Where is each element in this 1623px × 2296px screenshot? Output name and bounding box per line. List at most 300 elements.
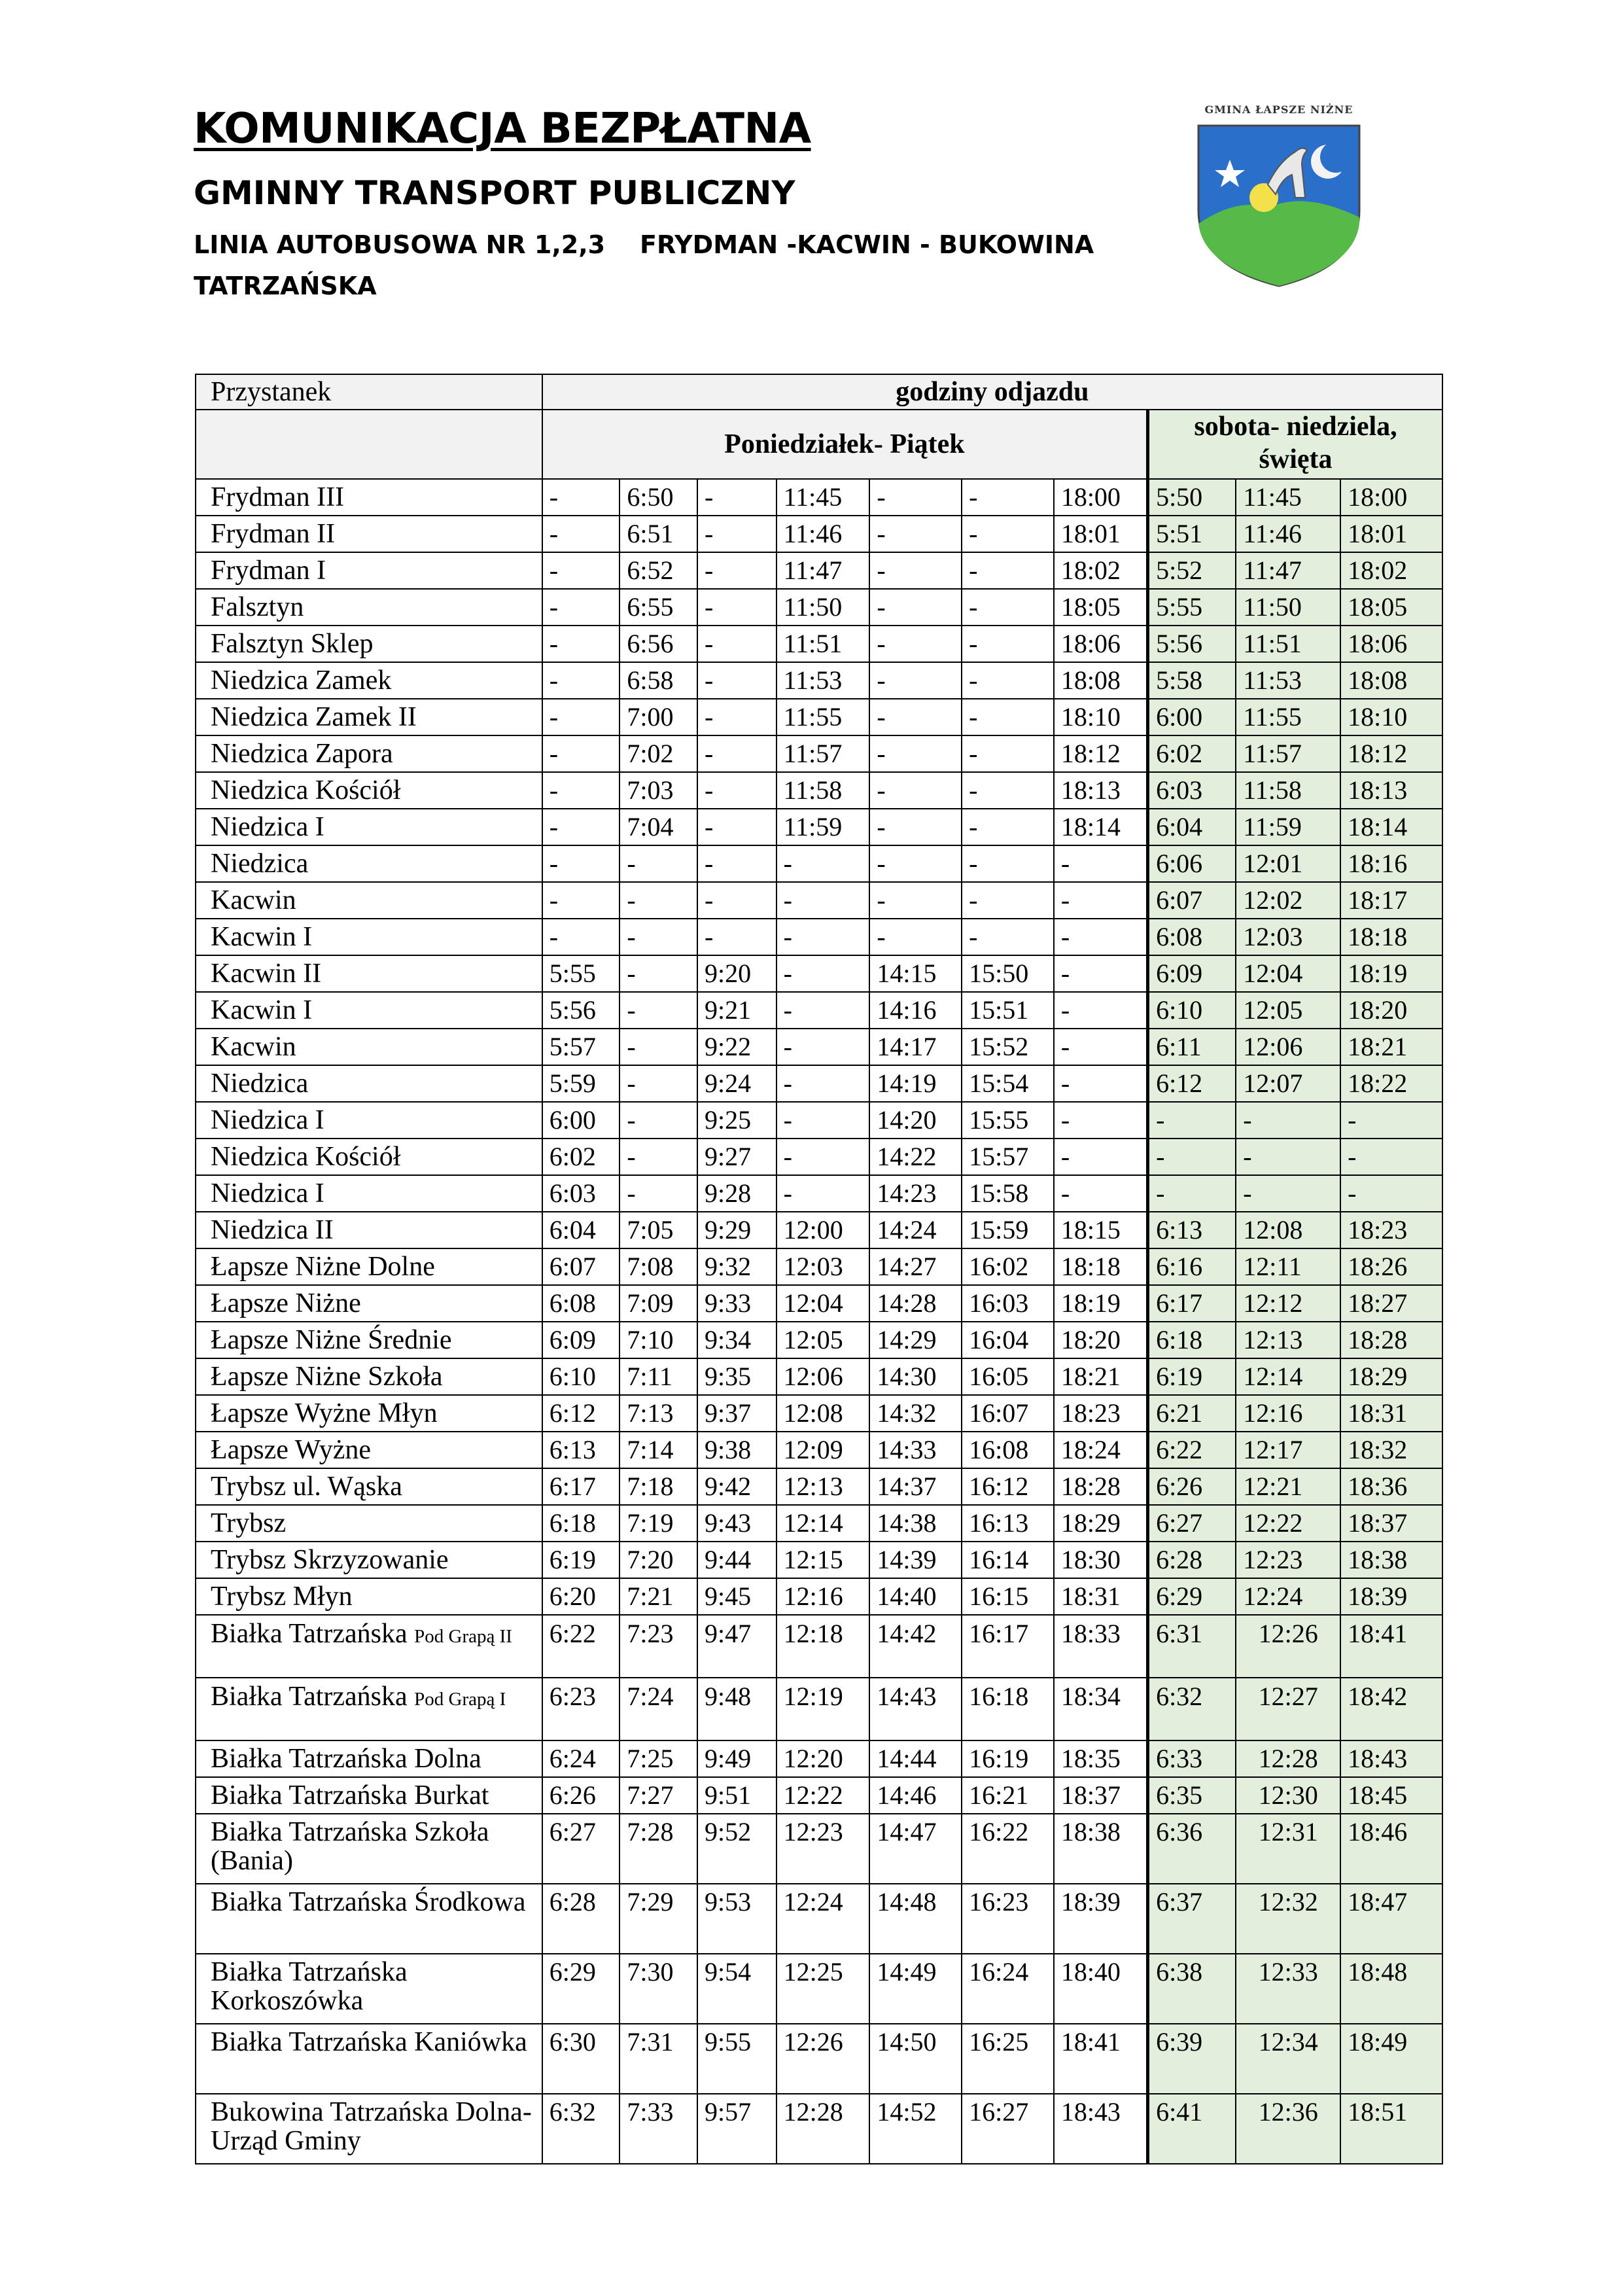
table-row: [196, 919, 1442, 955]
weekday-time-cell: -: [542, 589, 620, 626]
weekend-time-cell: 6:27: [1148, 1505, 1236, 1542]
weekday-time-cell: 18:10: [1054, 699, 1148, 735]
weekday-time-cell: 14:17: [869, 1029, 962, 1065]
weekday-time-cell: -: [620, 882, 697, 919]
weekday-time-cell: 11:51: [777, 626, 870, 662]
weekend-time-cell: 12:04: [1236, 955, 1340, 992]
weekday-time-cell: -: [1054, 1175, 1148, 1212]
table-row: [196, 699, 1442, 735]
weekend-time-cell: 6:06: [1148, 845, 1236, 882]
weekend-time-cell: 6:37: [1148, 1884, 1236, 1954]
weekday-time-cell: 9:24: [697, 1065, 777, 1102]
stop-name-cell: [196, 955, 542, 992]
table-row: [196, 1358, 1442, 1395]
weekday-time-cell: 15:50: [962, 955, 1054, 992]
weekday-time-cell: 14:46: [869, 1777, 962, 1814]
weekday-time-cell: 14:40: [869, 1578, 962, 1615]
weekend-time-cell: 5:56: [1148, 626, 1236, 662]
weekday-time-cell: 18:40: [1054, 1954, 1148, 2024]
weekend-time-cell: 12:30: [1236, 1777, 1340, 1814]
weekday-time-cell: -: [697, 662, 777, 699]
stop-column-header: Przystanek: [196, 374, 542, 410]
weekend-time-cell: 18:51: [1340, 2094, 1442, 2164]
weekday-time-cell: -: [542, 626, 620, 662]
weekday-time-cell: 14:20: [869, 1102, 962, 1139]
stop-name: Białka Tatrzańska: [211, 1619, 408, 1649]
stop-name-detail: Pod Grapą I: [414, 1689, 506, 1710]
table-row: [196, 1102, 1442, 1139]
weekday-time-cell: 7:27: [620, 1777, 697, 1814]
weekend-time-cell: 12:21: [1236, 1468, 1340, 1505]
stop-name-cell: [196, 809, 542, 845]
weekday-time-cell: -: [542, 845, 620, 882]
weekday-time-cell: -: [542, 882, 620, 919]
weekend-time-cell: 18:38: [1340, 1542, 1442, 1578]
weekday-time-cell: -: [869, 845, 962, 882]
weekend-time-cell: 6:38: [1148, 1954, 1236, 2024]
stop-name-cell: [196, 1678, 542, 1740]
weekday-time-cell: 9:27: [697, 1139, 777, 1175]
weekday-time-cell: -: [777, 1065, 870, 1102]
weekday-time-cell: 6:09: [542, 1322, 620, 1358]
weekday-time-cell: 9:28: [697, 1175, 777, 1212]
weekday-time-cell: 9:47: [697, 1615, 777, 1678]
weekend-time-cell: 12:16: [1236, 1395, 1340, 1432]
stop-name-cell: [196, 1740, 542, 1777]
stop-name: Trybsz: [211, 1508, 287, 1538]
stop-name: Niedzica: [211, 1069, 309, 1099]
stop-name-cell: [196, 516, 542, 552]
stop-name: Niedzica Zamek: [211, 665, 392, 696]
weekday-time-cell: 18:33: [1054, 1615, 1148, 1678]
weekday-time-cell: 12:00: [777, 1212, 870, 1248]
weekday-time-cell: 14:15: [869, 955, 962, 992]
weekend-time-cell: 6:02: [1148, 735, 1236, 772]
stop-name: Bukowina Tatrzańska Dolna- Urząd Gminy: [211, 2097, 532, 2156]
weekend-time-cell: -: [1340, 1139, 1442, 1175]
weekday-time-cell: 6:20: [542, 1578, 620, 1615]
table-row: [196, 479, 1442, 516]
weekend-time-cell: -: [1236, 1175, 1340, 1212]
weekday-time-cell: 6:10: [542, 1358, 620, 1395]
weekend-time-cell: 11:45: [1236, 479, 1340, 516]
stop-name: Łapsze Niżne Średnie: [211, 1325, 452, 1355]
weekday-time-cell: 18:05: [1054, 589, 1148, 626]
weekday-time-cell: 11:53: [777, 662, 870, 699]
stop-name: Łapsze Niżne: [211, 1288, 361, 1318]
weekday-time-cell: -: [869, 809, 962, 845]
weekday-time-cell: 7:02: [620, 735, 697, 772]
weekday-time-cell: -: [1054, 1065, 1148, 1102]
stop-name-cell: [196, 1029, 542, 1065]
weekend-time-cell: 12:02: [1236, 882, 1340, 919]
table-row: [196, 1814, 1442, 1884]
weekend-time-cell: 12:14: [1236, 1358, 1340, 1395]
weekday-time-cell: -: [1054, 992, 1148, 1029]
weekend-time-cell: 18:26: [1340, 1248, 1442, 1285]
weekday-time-cell: 18:39: [1054, 1884, 1148, 1954]
weekend-time-cell: 12:05: [1236, 992, 1340, 1029]
weekday-time-cell: 18:34: [1054, 1678, 1148, 1740]
weekend-time-cell: 12:08: [1236, 1212, 1340, 1248]
weekday-time-cell: 14:52: [869, 2094, 962, 2164]
stop-name-cell: [196, 1248, 542, 1285]
weekday-time-cell: 7:21: [620, 1578, 697, 1615]
weekday-time-cell: 9:29: [697, 1212, 777, 1248]
weekday-time-cell: -: [869, 772, 962, 809]
stop-name-cell: [196, 589, 542, 626]
stop-name-cell: [196, 1285, 542, 1322]
weekend-time-cell: 18:14: [1340, 809, 1442, 845]
table-row: [196, 1432, 1442, 1468]
weekday-time-cell: 18:13: [1054, 772, 1148, 809]
table-row: [196, 1884, 1442, 1954]
weekend-header: sobota- niedziela, święta: [1148, 410, 1442, 479]
weekday-time-cell: -: [697, 589, 777, 626]
timetable: [195, 374, 1443, 2164]
weekend-time-cell: 6:04: [1148, 809, 1236, 845]
weekday-time-cell: -: [777, 1029, 870, 1065]
weekend-time-cell: 18:18: [1340, 919, 1442, 955]
stop-name: Falsztyn: [211, 592, 304, 622]
weekend-time-cell: -: [1148, 1139, 1236, 1175]
stop-name: Trybsz Skrzyzowanie: [211, 1545, 449, 1575]
weekday-time-cell: 11:46: [777, 516, 870, 552]
weekday-time-cell: -: [777, 955, 870, 992]
weekday-time-cell: -: [542, 516, 620, 552]
weekend-time-cell: 18:17: [1340, 882, 1442, 919]
weekend-time-cell: 12:31: [1236, 1814, 1340, 1884]
stop-name-cell: [196, 1777, 542, 1814]
weekday-time-cell: 18:06: [1054, 626, 1148, 662]
table-row: [196, 1777, 1442, 1814]
weekend-time-cell: 11:59: [1236, 809, 1340, 845]
table-row: [196, 1954, 1442, 2024]
stop-name-cell: [196, 919, 542, 955]
weekday-time-cell: 18:08: [1054, 662, 1148, 699]
weekend-time-cell: 12:01: [1236, 845, 1340, 882]
weekend-time-cell: 18:19: [1340, 955, 1442, 992]
weekend-time-cell: 6:12: [1148, 1065, 1236, 1102]
weekend-time-cell: -: [1236, 1139, 1340, 1175]
weekday-time-cell: 7:11: [620, 1358, 697, 1395]
weekday-time-cell: 18:23: [1054, 1395, 1148, 1432]
stop-name-cell: [196, 1542, 542, 1578]
weekday-time-cell: 9:54: [697, 1954, 777, 2024]
weekday-time-cell: -: [697, 626, 777, 662]
weekday-time-cell: 7:20: [620, 1542, 697, 1578]
route-line-1: LINIA AUTOBUSOWA NR 1,2,3 FRYDMAN -KACWIN - BUKOWINA: [194, 230, 1094, 259]
weekday-time-cell: 9:43: [697, 1505, 777, 1542]
weekday-time-cell: 16:21: [962, 1777, 1054, 1814]
weekday-time-cell: -: [869, 919, 962, 955]
weekday-time-cell: 16:08: [962, 1432, 1054, 1468]
stop-name: Niedzica I: [211, 1105, 324, 1135]
weekday-time-cell: 12:23: [777, 1814, 870, 1884]
table-row: [196, 552, 1442, 589]
weekday-time-cell: 14:16: [869, 992, 962, 1029]
weekday-time-cell: 11:58: [777, 772, 870, 809]
weekday-time-cell: 6:27: [542, 1814, 620, 1884]
weekend-time-cell: 12:34: [1236, 2024, 1340, 2094]
weekday-time-cell: 6:18: [542, 1505, 620, 1542]
stop-name-cell: [196, 1432, 542, 1468]
weekday-time-cell: 12:09: [777, 1432, 870, 1468]
weekend-time-cell: 6:16: [1148, 1248, 1236, 1285]
stop-name-cell: [196, 1212, 542, 1248]
weekday-time-cell: 14:50: [869, 2024, 962, 2094]
weekday-time-cell: 6:30: [542, 2024, 620, 2094]
weekday-time-cell: 18:21: [1054, 1358, 1148, 1395]
weekday-time-cell: -: [869, 626, 962, 662]
weekday-time-cell: 12:28: [777, 2094, 870, 2164]
stop-name: Białka Tatrzańska Szkoła (Bania): [211, 1817, 489, 1876]
weekday-time-cell: 9:34: [697, 1322, 777, 1358]
weekday-time-cell: -: [620, 955, 697, 992]
weekday-time-cell: 16:15: [962, 1578, 1054, 1615]
weekday-time-cell: 11:57: [777, 735, 870, 772]
weekend-time-cell: 18:20: [1340, 992, 1442, 1029]
weekday-time-cell: 15:51: [962, 992, 1054, 1029]
stop-name-cell: [196, 1578, 542, 1615]
weekend-time-cell: 11:50: [1236, 589, 1340, 626]
weekday-time-cell: -: [962, 516, 1054, 552]
weekend-time-cell: 6:11: [1148, 1029, 1236, 1065]
weekday-time-cell: -: [869, 589, 962, 626]
weekday-time-cell: -: [869, 552, 962, 589]
weekday-time-cell: 18:00: [1054, 479, 1148, 516]
stop-name: Frydman I: [211, 556, 326, 586]
weekday-time-cell: -: [962, 552, 1054, 589]
weekday-time-cell: 7:29: [620, 1884, 697, 1954]
weekday-time-cell: 9:42: [697, 1468, 777, 1505]
table-row: [196, 1212, 1442, 1248]
weekday-time-cell: 9:20: [697, 955, 777, 992]
stop-name: Niedzica: [211, 849, 309, 879]
weekday-time-cell: -: [542, 552, 620, 589]
weekday-time-cell: 18:38: [1054, 1814, 1148, 1884]
weekday-time-cell: -: [962, 662, 1054, 699]
weekend-time-cell: 18:37: [1340, 1505, 1442, 1542]
weekday-time-cell: 15:54: [962, 1065, 1054, 1102]
weekday-time-cell: -: [542, 919, 620, 955]
weekend-time-cell: 18:46: [1340, 1814, 1442, 1884]
weekday-time-cell: -: [620, 1139, 697, 1175]
weekday-time-cell: -: [620, 1102, 697, 1139]
weekday-time-cell: 16:19: [962, 1740, 1054, 1777]
weekday-time-cell: 6:00: [542, 1102, 620, 1139]
weekday-time-cell: 18:19: [1054, 1285, 1148, 1322]
weekday-time-cell: -: [697, 809, 777, 845]
weekend-time-cell: 6:10: [1148, 992, 1236, 1029]
stop-name: Trybsz ul. Wąska: [211, 1472, 402, 1502]
weekday-time-cell: 15:52: [962, 1029, 1054, 1065]
weekend-time-cell: 18:21: [1340, 1029, 1442, 1065]
weekend-time-cell: 11:51: [1236, 626, 1340, 662]
weekday-time-cell: 9:25: [697, 1102, 777, 1139]
stop-name: Kacwin I: [211, 922, 313, 952]
stop-name: Falsztyn Sklep: [211, 629, 374, 659]
weekday-time-cell: 18:31: [1054, 1578, 1148, 1615]
stop-name: Niedzica I: [211, 812, 324, 842]
route-line-2: TATRZAŃSKA: [194, 272, 377, 300]
weekend-time-cell: 12:12: [1236, 1285, 1340, 1322]
stop-name: Niedzica I: [211, 1178, 324, 1209]
weekend-time-cell: 6:33: [1148, 1740, 1236, 1777]
weekday-time-cell: 12:20: [777, 1740, 870, 1777]
weekend-time-cell: 6:18: [1148, 1322, 1236, 1358]
table-row: [196, 626, 1442, 662]
weekday-time-cell: 6:22: [542, 1615, 620, 1678]
weekday-time-cell: -: [697, 735, 777, 772]
stop-name: Niedzica II: [211, 1215, 334, 1245]
weekdays-header: Poniedziałek- Piątek: [542, 410, 1148, 479]
weekday-time-cell: 12:13: [777, 1468, 870, 1505]
weekend-time-cell: 12:27: [1236, 1678, 1340, 1740]
weekday-time-cell: 6:24: [542, 1740, 620, 1777]
weekday-time-cell: 16:04: [962, 1322, 1054, 1358]
weekday-time-cell: -: [697, 552, 777, 589]
weekday-time-cell: 16:14: [962, 1542, 1054, 1578]
weekday-time-cell: 18:41: [1054, 2024, 1148, 2094]
weekday-time-cell: 9:35: [697, 1358, 777, 1395]
weekend-time-cell: 5:58: [1148, 662, 1236, 699]
weekday-time-cell: 6:03: [542, 1175, 620, 1212]
weekday-time-cell: 7:24: [620, 1678, 697, 1740]
table-row: [196, 1542, 1442, 1578]
weekday-time-cell: -: [620, 845, 697, 882]
stop-name-cell: [196, 882, 542, 919]
stop-name-cell: [196, 1395, 542, 1432]
weekday-time-cell: 18:35: [1054, 1740, 1148, 1777]
table-row: [196, 772, 1442, 809]
weekday-time-cell: -: [697, 772, 777, 809]
weekday-time-cell: 14:49: [869, 1954, 962, 2024]
weekday-time-cell: -: [777, 845, 870, 882]
weekday-time-cell: -: [962, 845, 1054, 882]
weekday-time-cell: -: [962, 735, 1054, 772]
weekday-time-cell: 16:27: [962, 2094, 1054, 2164]
weekend-time-cell: 18:36: [1340, 1468, 1442, 1505]
weekday-time-cell: 14:23: [869, 1175, 962, 1212]
weekday-time-cell: 7:04: [620, 809, 697, 845]
weekend-time-cell: 12:11: [1236, 1248, 1340, 1285]
timetable-body: [196, 479, 1442, 2164]
emblem-label: GMINA ŁAPSZE NIŻNE: [1204, 103, 1353, 116]
weekday-time-cell: -: [777, 1102, 870, 1139]
table-row: [196, 2094, 1442, 2164]
weekday-time-cell: -: [542, 479, 620, 516]
weekday-time-cell: -: [777, 882, 870, 919]
weekday-time-cell: 16:12: [962, 1468, 1054, 1505]
weekday-time-cell: 12:04: [777, 1285, 870, 1322]
weekday-time-cell: 14:38: [869, 1505, 962, 1542]
weekend-time-cell: 18:48: [1340, 1954, 1442, 2024]
weekday-time-cell: 15:59: [962, 1212, 1054, 1248]
stop-name-cell: [196, 662, 542, 699]
weekend-time-cell: 18:39: [1340, 1578, 1442, 1615]
weekday-time-cell: 14:27: [869, 1248, 962, 1285]
weekday-time-cell: 18:18: [1054, 1248, 1148, 1285]
table-row: [196, 1468, 1442, 1505]
weekday-time-cell: -: [620, 1065, 697, 1102]
weekday-time-cell: 16:05: [962, 1358, 1054, 1395]
stop-name: Trybsz Młyn: [211, 1581, 353, 1612]
table-row: [196, 882, 1442, 919]
stop-name-cell: [196, 992, 542, 1029]
stop-name: Niedzica Zapora: [211, 739, 393, 769]
weekday-time-cell: 7:30: [620, 1954, 697, 2024]
weekend-time-cell: 18:13: [1340, 772, 1442, 809]
table-row: [196, 1175, 1442, 1212]
weekday-time-cell: -: [697, 845, 777, 882]
table-row: [196, 662, 1442, 699]
stop-name-cell: [196, 735, 542, 772]
weekday-time-cell: -: [869, 516, 962, 552]
weekday-time-cell: -: [1054, 1139, 1148, 1175]
table-row: [196, 589, 1442, 626]
weekend-time-cell: 18:42: [1340, 1678, 1442, 1740]
weekday-time-cell: -: [777, 1175, 870, 1212]
weekday-time-cell: 6:28: [542, 1884, 620, 1954]
weekend-time-cell: 12:23: [1236, 1542, 1340, 1578]
weekday-time-cell: 18:24: [1054, 1432, 1148, 1468]
weekend-time-cell: 11:53: [1236, 662, 1340, 699]
weekend-time-cell: 6:28: [1148, 1542, 1236, 1578]
weekday-time-cell: 6:58: [620, 662, 697, 699]
weekday-time-cell: 5:59: [542, 1065, 620, 1102]
weekend-time-cell: 6:31: [1148, 1615, 1236, 1678]
weekday-time-cell: 7:00: [620, 699, 697, 735]
weekday-time-cell: 6:26: [542, 1777, 620, 1814]
stop-name-cell: [196, 1505, 542, 1542]
weekday-time-cell: 16:13: [962, 1505, 1054, 1542]
weekday-time-cell: 14:22: [869, 1139, 962, 1175]
weekend-time-cell: 18:00: [1340, 479, 1442, 516]
weekday-time-cell: 18:02: [1054, 552, 1148, 589]
stop-name: Frydman III: [211, 482, 345, 512]
weekday-time-cell: 14:43: [869, 1678, 962, 1740]
weekend-time-cell: 6:19: [1148, 1358, 1236, 1395]
stop-name-detail: Pod Grapą II: [414, 1626, 512, 1647]
weekday-time-cell: -: [1054, 1029, 1148, 1065]
weekend-time-cell: 18:47: [1340, 1884, 1442, 1954]
weekday-time-cell: 6:32: [542, 2094, 620, 2164]
weekend-time-cell: 6:03: [1148, 772, 1236, 809]
weekday-time-cell: 7:19: [620, 1505, 697, 1542]
weekday-time-cell: -: [542, 735, 620, 772]
weekday-time-cell: 5:55: [542, 955, 620, 992]
weekday-time-cell: 11:50: [777, 589, 870, 626]
stop-name-cell: [196, 552, 542, 589]
stop-name-cell: [196, 1175, 542, 1212]
stop-name: Białka Tatrzańska Korkoszówka: [211, 1957, 408, 2016]
weekend-time-cell: -: [1340, 1175, 1442, 1212]
weekend-time-cell: 11:46: [1236, 516, 1340, 552]
weekday-time-cell: 12:24: [777, 1884, 870, 1954]
weekend-time-cell: 18:27: [1340, 1285, 1442, 1322]
weekday-time-cell: 7:09: [620, 1285, 697, 1322]
weekday-time-cell: -: [1054, 845, 1148, 882]
weekday-time-cell: -: [1054, 919, 1148, 955]
weekend-time-cell: 18:49: [1340, 2024, 1442, 2094]
weekend-time-cell: 6:36: [1148, 1814, 1236, 1884]
stop-name: Białka Tatrzańska: [211, 1682, 408, 1712]
weekday-time-cell: 12:15: [777, 1542, 870, 1578]
weekday-time-cell: 14:28: [869, 1285, 962, 1322]
weekday-time-cell: 12:18: [777, 1615, 870, 1678]
table-row: [196, 1248, 1442, 1285]
